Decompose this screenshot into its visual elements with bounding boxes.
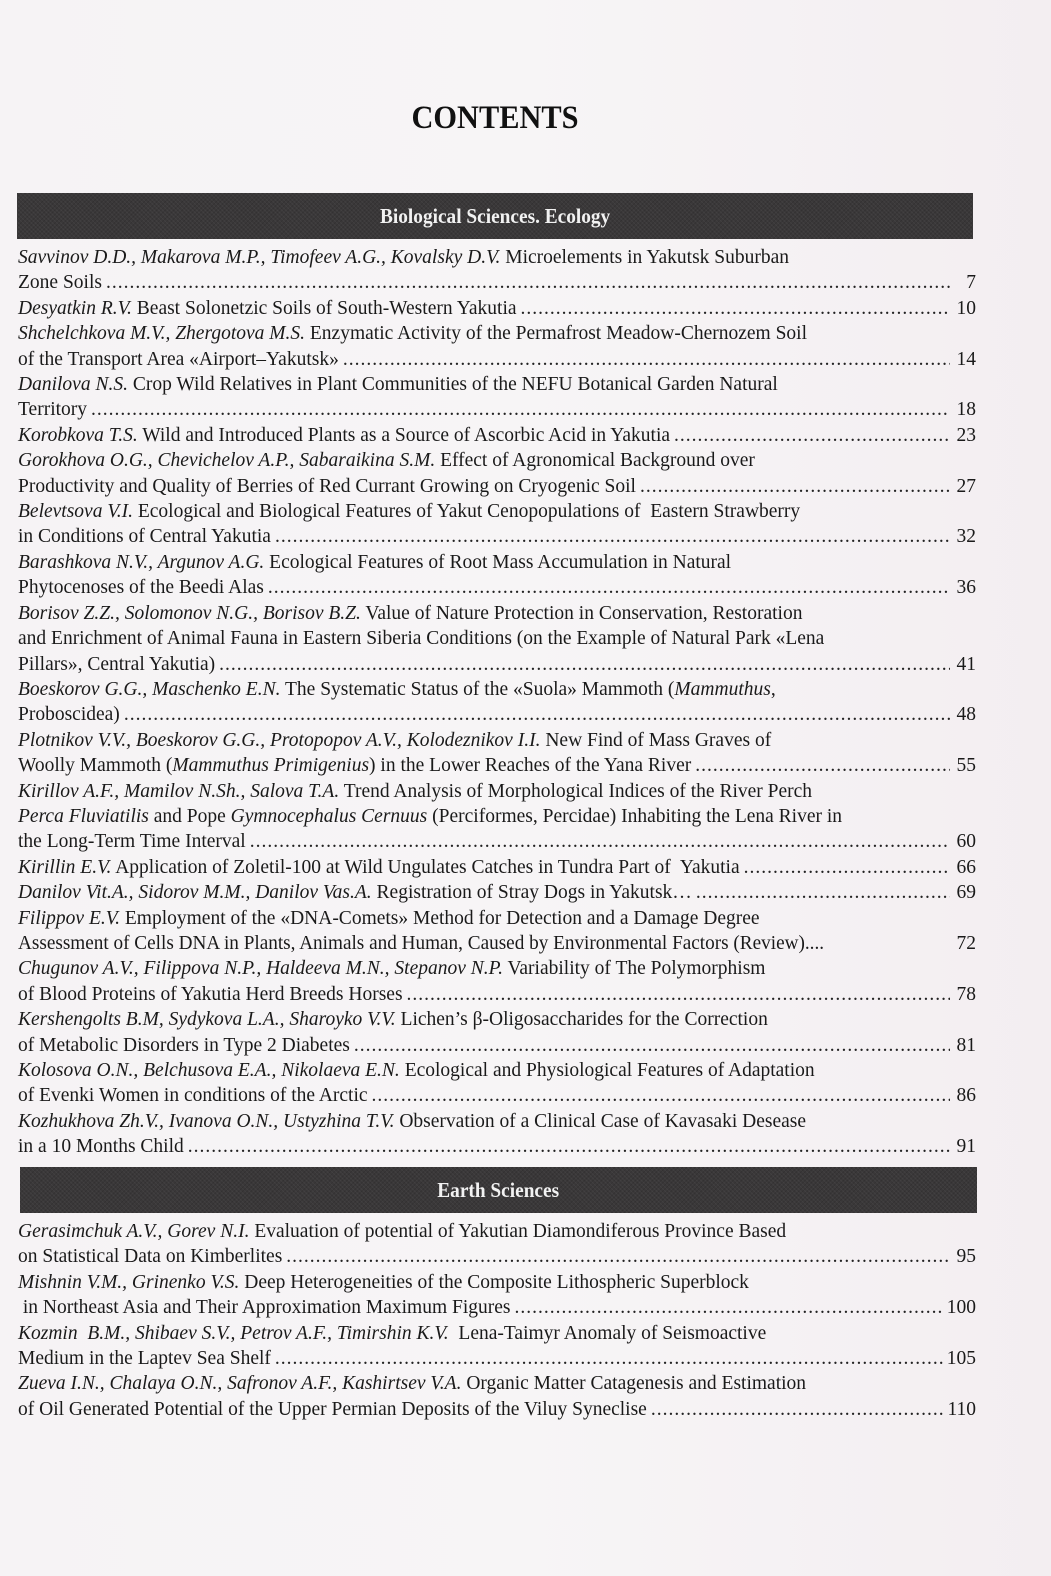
page-number[interactable]: 32 bbox=[956, 526, 976, 548]
entry-authors: Korobkova T.S. bbox=[18, 424, 138, 446]
section-header-biological-sciences bbox=[17, 193, 973, 239]
entry-title-italic: Mammuthus Primigenius bbox=[172, 755, 370, 777]
page-number[interactable]: 91 bbox=[956, 1136, 976, 1158]
toc-entry[interactable] bbox=[18, 1219, 976, 1270]
leader-dots bbox=[695, 753, 950, 778]
entry-authors: Shchelchkova M.V., Zhergotova M.S. bbox=[18, 323, 306, 345]
page-number[interactable]: 41 bbox=[956, 653, 976, 675]
entry-title-cont: Assessment of Cells DNA in Plants, Animals and Human, Caused by Environmental Factors (Review).... bbox=[18, 932, 825, 954]
toc-entry[interactable] bbox=[18, 321, 976, 372]
toc-entry[interactable] bbox=[18, 601, 976, 677]
entry-title-cont: the Long-Term Time Interval bbox=[18, 831, 246, 853]
entry-title-cont: Medium in the Laptev Sea Shelf bbox=[18, 1348, 271, 1370]
entry-title-cont: of Evenki Women in conditions of the Arctic bbox=[18, 1085, 368, 1107]
entry-authors: Kozmin B.M., Shibaev S.V., Petrov A.F., Timirshin K.V. bbox=[18, 1322, 449, 1344]
entry-title: Microelements in Yakutsk Suburban bbox=[505, 247, 790, 268]
leader-dots bbox=[372, 1083, 950, 1108]
leader-dots bbox=[640, 474, 950, 499]
page-number[interactable]: 36 bbox=[956, 577, 976, 599]
page-number[interactable]: 14 bbox=[956, 348, 976, 370]
entry-authors: Gorokhova O.G., Chevichelov A.P., Sabaraikina S.M. bbox=[18, 450, 436, 472]
leader-dots bbox=[268, 575, 950, 600]
page-number[interactable]: 7 bbox=[966, 272, 976, 294]
entry-authors: Kolosova O.N., Belchusova E.A., Nikolaeva E.N. bbox=[18, 1060, 400, 1081]
entry-title-cont: ) in the Lower Reaches of the Yana River bbox=[369, 755, 692, 777]
entry-authors: Danilov Vit.A., Sidorov M.M., Danilov Vas.A. bbox=[18, 882, 372, 904]
toc-entry[interactable] bbox=[18, 880, 976, 905]
toc-entry[interactable] bbox=[18, 1321, 976, 1372]
leader-dots bbox=[188, 1134, 950, 1159]
entry-title-cont: Phytocenoses of the Beedi Alas bbox=[18, 577, 264, 599]
leader-dots bbox=[250, 829, 950, 854]
leader-dots bbox=[696, 880, 950, 905]
leader-dots bbox=[124, 702, 950, 727]
leader-dots bbox=[106, 270, 950, 295]
entry-title: Ecological Features of Root Mass Accumulation in Natural bbox=[269, 551, 732, 573]
page-number[interactable]: 110 bbox=[947, 1398, 976, 1420]
toc-entry[interactable] bbox=[18, 372, 976, 423]
entry-title: New Find of Mass Graves of bbox=[545, 729, 772, 751]
entry-authors: Kirillov A.F., Mamilov N.Sh., Salova T.A. bbox=[18, 780, 340, 802]
toc-entry[interactable] bbox=[18, 906, 976, 957]
entry-title-italic: Gymnocephalus Cernuus bbox=[230, 805, 428, 827]
entry-title-cont: and Pope bbox=[148, 805, 231, 827]
entry-title-cont: in a 10 Months Child bbox=[18, 1136, 184, 1158]
entry-title-cont: in Northeast Asia and Their Approximation Maximum Figures bbox=[18, 1297, 511, 1319]
entry-title-cont: Woolly Mammoth ( bbox=[18, 755, 173, 777]
section-heading: Earth Sciences bbox=[437, 1178, 560, 1202]
entry-title-cont: on Statistical Data on Kimberlites bbox=[18, 1246, 283, 1268]
entry-title-italic: Mammuthus bbox=[674, 678, 771, 700]
entry-authors: Kozhukhova Zh.V., Ivanova O.N., Ustyzhina T.V. bbox=[18, 1110, 395, 1132]
entry-authors: Boeskorov G.G., Maschenko E.N. bbox=[18, 678, 281, 700]
entry-authors: Mishnin V.M., Grinenko V.S. bbox=[18, 1271, 240, 1293]
leader-dots bbox=[275, 524, 950, 549]
entry-title-cont: Zone Soils bbox=[18, 272, 102, 294]
entry-title-cont: of Blood Proteins of Yakutia Herd Breeds Horses bbox=[18, 983, 403, 1005]
entry-title: Enzymatic Activity of the Permafrost Meadow-Chernozem Soil bbox=[309, 323, 808, 345]
toc-entry[interactable] bbox=[18, 1007, 976, 1058]
toc-entry[interactable] bbox=[18, 1371, 976, 1422]
entry-authors: Gerasimchuk A.V., Gorev N.I. bbox=[18, 1221, 250, 1242]
entry-title-cont: of the Transport Area «Airport–Yakutsk» bbox=[18, 348, 339, 370]
entry-title-cont: and Enrichment of Animal Fauna in Eastern Siberia Conditions (on the Example of Natural Park «Lena bbox=[18, 628, 825, 650]
toc-entry[interactable] bbox=[18, 728, 976, 779]
page-number[interactable]: 23 bbox=[956, 424, 976, 446]
toc-entry[interactable] bbox=[18, 296, 976, 321]
toc-entry[interactable]: Boeskorov G.G., Maschenko E.N. The Systematic Status of the «Suola» Mammoth (Mammuthus, Proboscidea) ..... 48 bbox=[18, 677, 976, 728]
entry-title: Ecological and Physiological Features of Adaptation bbox=[404, 1060, 815, 1081]
entry-authors: Savvinov D.D., Makarova M.P., Timofeev A.G., Kovalsky D.V. bbox=[18, 247, 501, 268]
leader-dots bbox=[91, 397, 950, 422]
entry-title: Ecological and Biological Features of Yakut Cenopopulations of Eastern Strawberry bbox=[137, 501, 801, 523]
entry-title: Beast Solonetzic Soils of South-Western Yakutia bbox=[136, 297, 517, 319]
toc-entry[interactable] bbox=[18, 499, 976, 550]
entry-title: Crop Wild Relatives in Plant Communities of the NEFU Botanical Garden Natural bbox=[132, 374, 778, 396]
entry-title: Wild and Introduced Plants as a Source of Ascorbic Acid in Yakutia bbox=[142, 424, 671, 446]
entry-authors: Borisov Z.Z., Solomonov N.G., Borisov B.Z. bbox=[18, 602, 361, 624]
entry-title-cont: of Oil Generated Potential of the Upper Permian Deposits of the Viluy Syneclise bbox=[18, 1398, 647, 1420]
page-number[interactable]: 55 bbox=[956, 755, 976, 777]
page-number[interactable]: 60 bbox=[956, 831, 976, 853]
entry-authors: Kershengolts B.M, Sydykova L.A., Sharoyko V.V. bbox=[18, 1009, 396, 1031]
entry-authors: Barashkova N.V., Argunov A.G. bbox=[18, 551, 265, 573]
toc-entry[interactable] bbox=[18, 423, 976, 448]
entry-title-cont: (Perciformes, Percidae) Inhabiting the Lena River in bbox=[427, 805, 843, 827]
leader-dots bbox=[219, 652, 950, 677]
entry-title: Employment of the «DNA-Comets» Method for Detection and a Damage Degree bbox=[124, 907, 760, 929]
page-number[interactable]: 72 bbox=[956, 932, 976, 954]
entry-title-cont: Territory bbox=[18, 399, 88, 421]
entry-title-italic: Perca Fluviatilis bbox=[18, 805, 149, 827]
entry-title-cont: Proboscidea) bbox=[18, 704, 120, 726]
page-number[interactable]: 100 bbox=[946, 1297, 976, 1319]
entry-title: Observation of a Clinical Case of Kavasaki Desease bbox=[399, 1110, 806, 1132]
entry-title: Lichen’s β-Oligosaccharides for the Correction bbox=[400, 1009, 768, 1031]
entry-title: Deep Heterogeneities of the Composite Lithospheric Superblock bbox=[244, 1271, 749, 1293]
leader-dots bbox=[744, 855, 950, 880]
toc-entry[interactable] bbox=[18, 779, 976, 855]
entry-authors: Belevtsova V.I. bbox=[18, 501, 133, 523]
entry-title: Variability of The Polymorphism bbox=[507, 958, 766, 980]
leader-dots bbox=[275, 1346, 943, 1371]
page-number[interactable]: 86 bbox=[956, 1085, 976, 1107]
toc-entry[interactable] bbox=[18, 956, 976, 1007]
entry-title-cont: Pillars», Central Yakutia) bbox=[18, 653, 216, 675]
page-number[interactable]: 48 bbox=[956, 704, 976, 726]
entry-title-cont: in Conditions of Central Yakutia bbox=[18, 526, 271, 548]
entry-title: Registration of Stray Dogs in Yakutsk… bbox=[376, 882, 692, 904]
entry-title: Effect of Agronomical Background over bbox=[440, 450, 755, 472]
leader-dots bbox=[343, 347, 950, 372]
entry-authors: Filippov E.V. bbox=[18, 907, 121, 929]
entry-authors: Danilova N.S. bbox=[18, 374, 128, 396]
page-number[interactable]: 81 bbox=[956, 1034, 976, 1056]
entry-title: The Systematic Status of the «Suola» Mammoth ( bbox=[285, 678, 675, 700]
page-number[interactable]: 69 bbox=[956, 882, 976, 904]
entry-title: Application of Zoletil-100 at Wild Ungulates Catches in Tundra Part of Yakutia bbox=[115, 856, 740, 878]
toc-section-earth-sciences bbox=[18, 1219, 976, 1422]
toc-entry[interactable] bbox=[18, 1109, 976, 1160]
entry-title: Lena-Taimyr Anomaly of Seismoactive bbox=[453, 1322, 767, 1344]
section-header-earth-sciences bbox=[20, 1167, 977, 1213]
toc-entry[interactable] bbox=[18, 855, 976, 880]
entry-authors: Desyatkin R.V. bbox=[18, 297, 132, 319]
toc-entry[interactable] bbox=[18, 550, 976, 601]
toc-entry[interactable] bbox=[18, 448, 976, 499]
page-number[interactable]: 27 bbox=[956, 475, 976, 497]
toc-entry[interactable] bbox=[18, 245, 976, 296]
leader-dots bbox=[286, 1244, 950, 1269]
leader-dots bbox=[651, 1397, 944, 1422]
toc-entry[interactable] bbox=[18, 1058, 976, 1109]
leader-dots bbox=[521, 296, 950, 321]
entry-authors: Zueva I.N., Chalaya O.N., Safronov A.F., Kashirtsev V.A. bbox=[18, 1373, 462, 1395]
page-number[interactable]: 105 bbox=[946, 1348, 976, 1370]
toc-entry[interactable] bbox=[18, 1270, 976, 1321]
page-number[interactable]: 95 bbox=[956, 1246, 976, 1268]
entry-title: Evaluation of potential of Yakutian Diamondiferous Province Based bbox=[254, 1221, 787, 1242]
entry-title-cont: Productivity and Quality of Berries of Red Currant Growing on Cryogenic Soil bbox=[18, 475, 636, 497]
page-number[interactable]: 18 bbox=[956, 399, 976, 421]
entry-authors: Kirillin E.V. bbox=[18, 856, 112, 878]
page-number[interactable]: 10 bbox=[956, 297, 976, 319]
entry-title-cont: of Metabolic Disorders in Type 2 Diabetes bbox=[18, 1034, 350, 1056]
toc-section-biological-sciences bbox=[18, 245, 976, 1160]
entry-authors: Plotnikov V.V., Boeskorov G.G., Protopopov A.V., Kolodeznikov I.I. bbox=[18, 729, 541, 751]
leader-dots bbox=[407, 982, 950, 1007]
page-number[interactable]: 66 bbox=[956, 856, 976, 878]
entry-title: Trend Analysis of Morphological Indices of the River Perch bbox=[343, 780, 813, 802]
page-number[interactable]: 78 bbox=[956, 983, 976, 1005]
entry-authors: Chugunov A.V., Filippova N.P., Haldeeva M.N., Stepanov N.P. bbox=[18, 958, 503, 980]
leader-dots bbox=[515, 1295, 943, 1320]
entry-title: Value of Nature Protection in Conservation, Restoration bbox=[365, 602, 803, 624]
leader-dots bbox=[674, 423, 950, 448]
section-heading: Biological Sciences. Ecology bbox=[379, 204, 611, 228]
page-title: CONTENTS bbox=[411, 100, 579, 136]
leader-dots bbox=[354, 1033, 950, 1058]
entry-title: Organic Matter Catagenesis and Estimation bbox=[466, 1373, 807, 1395]
